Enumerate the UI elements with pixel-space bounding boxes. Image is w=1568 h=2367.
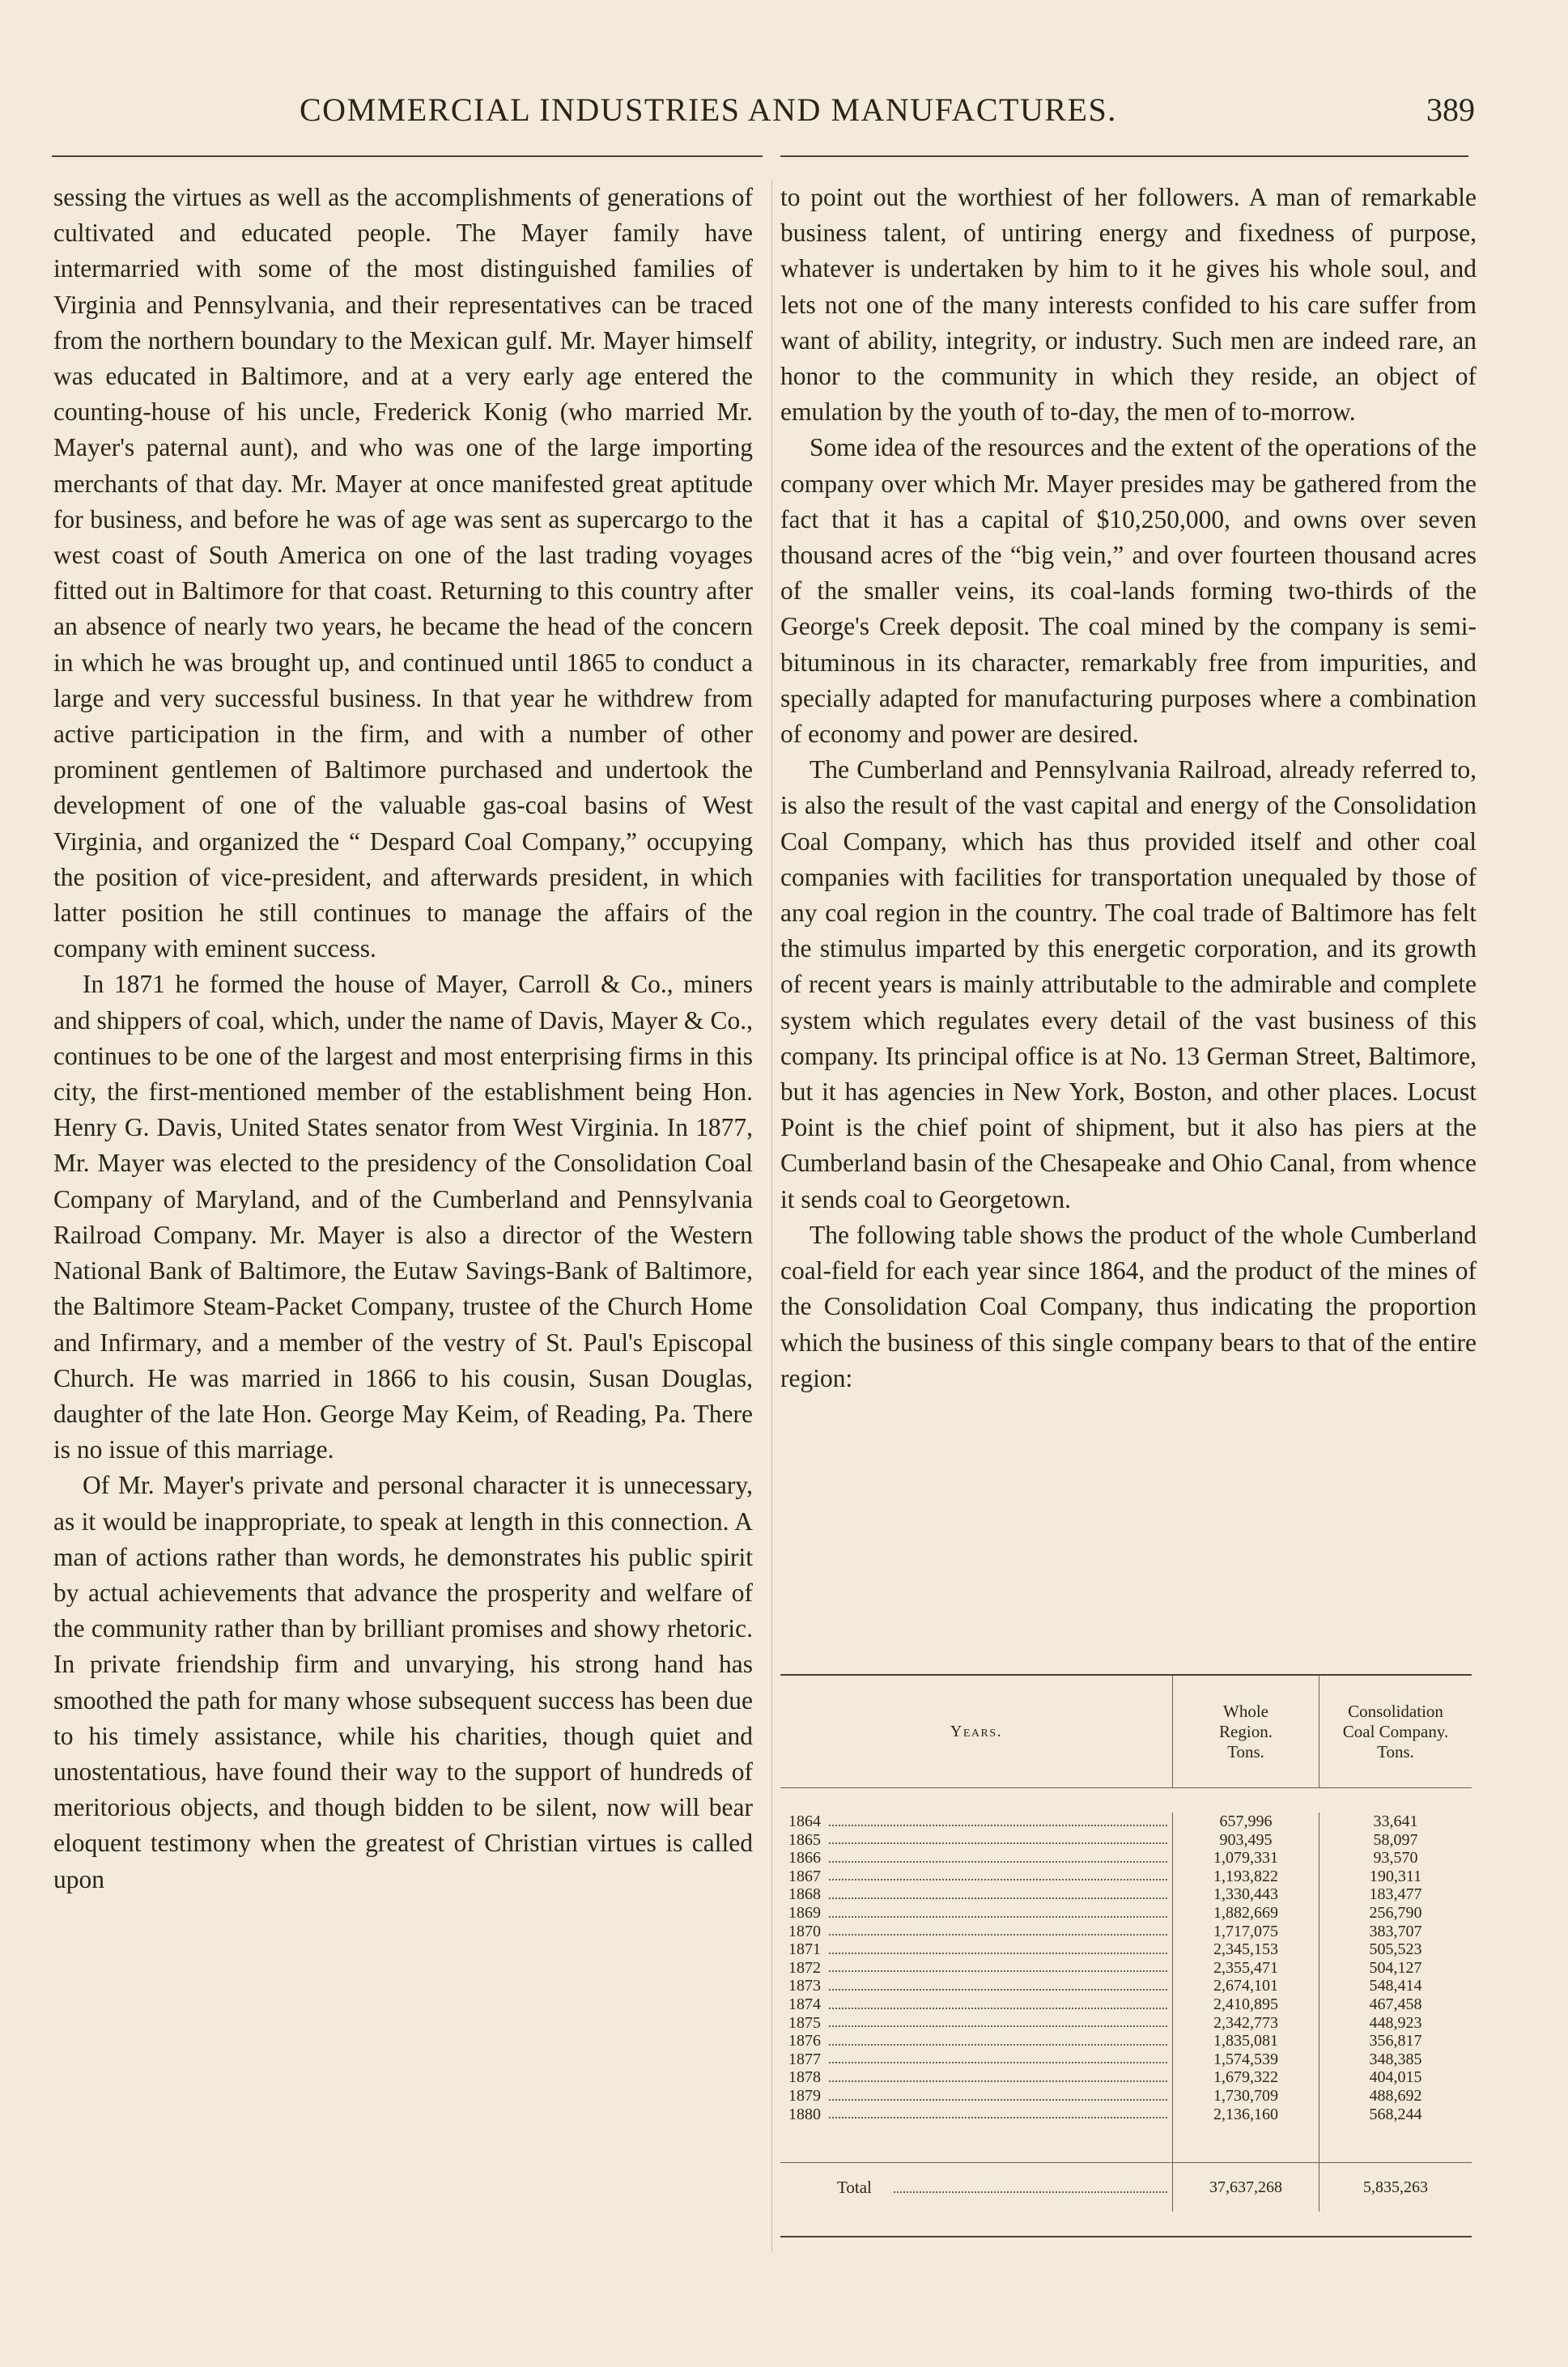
table-spacer bbox=[780, 2123, 1472, 2162]
right-column bbox=[780, 180, 1477, 1396]
header-years-label: Years. bbox=[950, 1722, 1003, 1740]
paragraph: The following table shows the product of the whole Cumberland coal-field for each year since 1864, and the product of the mines of the Consolidation Coal Company, thus indicating the proportion which the business of this single company bears to that of the entire region: bbox=[780, 1220, 1477, 1392]
consolidation-cell: 383,707 bbox=[1369, 1922, 1422, 1940]
year-cell: 1864 bbox=[788, 1812, 821, 1830]
table-body bbox=[780, 1788, 1472, 2123]
year-cell: 1866 bbox=[788, 1849, 821, 1868]
table-bottom-rule bbox=[780, 2236, 1472, 2237]
consolidation-cell: 568,244 bbox=[1369, 2105, 1422, 2123]
consolidation-cell: 93,570 bbox=[1373, 1849, 1418, 1868]
consolidation-cell: 448,923 bbox=[1369, 2013, 1422, 2032]
table-row-year bbox=[780, 2106, 1172, 2124]
table-row-year bbox=[780, 1995, 1172, 2014]
whole-region-cell: 2,410,895 bbox=[1213, 1995, 1278, 2013]
header-consol-line: Coal Company. bbox=[1342, 1721, 1449, 1741]
table-row-year bbox=[780, 1812, 1172, 1831]
table-header bbox=[780, 1676, 1472, 1788]
table-row-year bbox=[780, 1868, 1172, 1886]
consolidation-cell: 504,127 bbox=[1369, 1958, 1422, 1977]
table-row-year bbox=[780, 2050, 1172, 2069]
paragraph: The Cumberland and Pennsylvania Railroad, already referred to, is also the result of the vast capital and energy of the Consolidation Coal Company, which has thus provided itself and other coal companies with facilities for transportation unequaled by those of any coal region in the country. The coal trade of Baltimore has felt the stimulus imparted by this energetic corporation, and its growth of recent years is mainly attributable to the admirable and complete system which regulates every detail of the vast business of this company. Its principal office is at No. 13 German Street, Baltimore, but it has agencies in New York, Boston, and other places. Locust Point is the chief point of shipment, but it also has piers at the Cumberland basin of the Chesapeake and Ohio Canal, from whence it sends coal to Georgetown. bbox=[780, 755, 1477, 1213]
year-cell: 1867 bbox=[788, 1867, 821, 1885]
paragraph: Of Mr. Mayer's private and personal character it is unnecessary, as it would be inappropriate, to speak at length in this connection. A man of actions rather than words, he demonstrates his public spirit by actual achievements that advance the prosperity and welfare of the community rather than by brilliant promises and showy rhetoric. In private friendship firm and unvarying, his strong hand has smoothed the path for many whose subsequent success has been due to his timely assistance, while his charities, though quiet and unostentatious, have found their way to the support of hundreds of meritorious objects, and though bidden to be silent, now will bear eloquent testimony when the greatest of Christian virtues is called upon bbox=[53, 1471, 753, 1893]
header-years bbox=[780, 1676, 1172, 1787]
consolidation-cell: 348,385 bbox=[1369, 2050, 1422, 2068]
consolidation-column bbox=[1319, 1812, 1472, 2123]
table-row-year bbox=[780, 2068, 1172, 2087]
consolidation-cell: 33,641 bbox=[1373, 1812, 1418, 1830]
consolidation-cell: 58,097 bbox=[1373, 1830, 1418, 1849]
paragraph: to point out the worthiest of her followers. A man of remarkable business talent, of untiring energy and fixedness of purpose, whatever is undertaken by him to it he gives his whole soul, and lets not one of the many interests confided to his care suffer from want of ability, integrity, or industry. Such men are indeed rare, an honor to the community in which they reside, an object of emulation by the youth of to-day, the men of to-morrow. bbox=[780, 183, 1477, 427]
total-consolidation: 5,835,263 bbox=[1319, 2163, 1472, 2212]
year-cell: 1872 bbox=[788, 1958, 821, 1977]
table-row-year bbox=[780, 1885, 1172, 1904]
consolidation-cell: 190,311 bbox=[1369, 1867, 1422, 1885]
paragraph: In 1871 he formed the house of Mayer, Carroll & Co., miners and shippers of coal, which, under the name of Davis, Mayer & Co., continues to be one of the largest and most enterprising firms in this city, the first-mentioned member of the establishment being Hon. Henry G. Davis, United States senator from West Virginia. In 1877, Mr. Mayer was elected to the presidency of the Consolidation Coal Company of Maryland, and of the Cumberland and Pennsylvania Railroad Company. Mr. Mayer is also a director of the Western National Bank of Baltimore, the Eutaw Savings-Bank of Baltimore, the Baltimore Steam-Packet Company, trustee of the Church Home and Infirmary, and a member of the vestry of St. Paul's Episcopal Church. He was married in 1866 to his cousin, Susan Douglas, daughter of the late Hon. George May Keim, of Reading, Pa. There is no issue of this marriage. bbox=[53, 970, 753, 1464]
header-whole-region bbox=[1172, 1676, 1319, 1787]
whole-region-cell: 1,193,822 bbox=[1213, 1867, 1278, 1885]
consolidation-cell: 548,414 bbox=[1369, 1977, 1422, 1995]
total-label-cell bbox=[780, 2178, 1172, 2198]
year-cell: 1869 bbox=[788, 1903, 821, 1922]
table-row-year bbox=[780, 1977, 1172, 1995]
whole-region-cell: 2,136,160 bbox=[1213, 2105, 1278, 2123]
table-row-year bbox=[780, 1923, 1172, 1941]
header-whole-line: Whole bbox=[1223, 1701, 1268, 1721]
consolidation-cell: 356,817 bbox=[1369, 2032, 1422, 2050]
whole-region-cell: 1,882,669 bbox=[1213, 1903, 1278, 1922]
year-cell: 1874 bbox=[788, 1995, 821, 2013]
consolidation-cell: 488,692 bbox=[1369, 2086, 1422, 2105]
header-consol-line: Tons. bbox=[1377, 1741, 1414, 1761]
year-cell: 1876 bbox=[788, 2032, 821, 2050]
page-number: 389 bbox=[1426, 91, 1475, 128]
year-cell: 1877 bbox=[788, 2050, 821, 2068]
consolidation-cell: 256,790 bbox=[1369, 1903, 1422, 1922]
table-row-year bbox=[780, 2014, 1172, 2033]
table-row-year bbox=[780, 1959, 1172, 1978]
years-column bbox=[780, 1812, 1172, 2123]
coal-production-table bbox=[780, 1674, 1472, 2237]
header-rule-left bbox=[52, 155, 763, 157]
year-cell: 1865 bbox=[788, 1830, 821, 1849]
whole-region-cell: 1,730,709 bbox=[1213, 2086, 1278, 2105]
year-cell: 1870 bbox=[788, 1922, 821, 1940]
whole-region-cell: 2,674,101 bbox=[1213, 1977, 1278, 1995]
running-title: COMMERCIAL INDUSTRIES AND MANUFACTURES. bbox=[300, 91, 1117, 128]
year-cell: 1873 bbox=[788, 1977, 821, 1995]
table-row-year bbox=[780, 2032, 1172, 2050]
left-column bbox=[53, 180, 753, 1897]
table-row-year bbox=[780, 1904, 1172, 1923]
table-row-year bbox=[780, 1849, 1172, 1868]
consolidation-cell: 183,477 bbox=[1369, 1885, 1422, 1904]
whole-region-cell: 1,574,539 bbox=[1213, 2050, 1278, 2068]
paragraph: sessing the virtues as well as the accomplishments of generations of cultivated and educated people. The Mayer family have intermarried with some of the most distinguished families of Virginia and Pennsylvania, and their representatives can be traced from the northern boundary to the Mexican gulf. Mr. Mayer himself was educated in Baltimore, and at a very early age entered the counting-house of his uncle, Frederick Konig (who married Mr. Mayer's paternal aunt), and who was one of the large importing merchants of that day. Mr. Mayer at once manifested great aptitude for business, and before he was of age was sent as supercargo to the west coast of South America on one of the last trading voyages fitted out in Baltimore for that coast. Returning to this country after an absence of nearly two years, he became the head of the concern in which he was brought up, and continued until 1865 to conduct a large and very successful business. In that year he withdrew from active participation in the firm, and with a number of other prominent gentlemen of Baltimore purchased and undertook the development of one of the valuable gas-coal basins of West Virginia, and organized the “ Despard Coal Company,” occupying the position of vice-president, and afterwards president, in which latter position he still continues to manage the affairs of the company with eminent success. bbox=[53, 183, 753, 963]
whole-region-cell: 2,345,153 bbox=[1213, 1940, 1278, 1959]
table-total-row bbox=[780, 2162, 1472, 2212]
whole-region-cell: 1,835,081 bbox=[1213, 2032, 1278, 2050]
consolidation-cell: 505,523 bbox=[1369, 1940, 1422, 1959]
whole-region-cell: 2,342,773 bbox=[1213, 2013, 1278, 2032]
total-whole-region: 37,637,268 bbox=[1172, 2163, 1319, 2212]
year-cell: 1879 bbox=[788, 2086, 821, 2105]
header-rule-right bbox=[780, 155, 1468, 157]
whole-region-cell: 1,079,331 bbox=[1213, 1849, 1278, 1868]
header-consolidation bbox=[1319, 1676, 1472, 1787]
whole-region-cell: 657,996 bbox=[1219, 1812, 1273, 1830]
table-row-year bbox=[780, 1940, 1172, 1959]
year-cell: 1868 bbox=[788, 1885, 821, 1904]
whole-region-cell: 1,330,443 bbox=[1213, 1885, 1278, 1904]
header-whole-line: Region. bbox=[1219, 1721, 1273, 1741]
whole-region-column bbox=[1172, 1812, 1319, 2123]
paragraph: Some idea of the resources and the extent of the operations of the company over which Mr. Mayer presides may be gathered from the fact that it has a capital of $10,250,000, and owns over seven thousand acres of the “big vein,” and over fourteen thousand acres of the smaller veins, its coal-lands forming two-thirds of the George's Creek deposit. The coal mined by the company is semi-bituminous in its character, remarkably free from impurities, and specially adapted for manufacturing purposes where a combination of economy and power are desired. bbox=[780, 433, 1477, 749]
column-divider bbox=[771, 180, 772, 2252]
whole-region-cell: 1,679,322 bbox=[1213, 2068, 1278, 2087]
table-row-year bbox=[780, 2087, 1172, 2106]
header-whole-line: Tons. bbox=[1227, 1741, 1264, 1761]
table-row-year bbox=[780, 1831, 1172, 1850]
whole-region-cell: 2,355,471 bbox=[1213, 1958, 1278, 1977]
year-cell: 1878 bbox=[788, 2068, 821, 2087]
consolidation-cell: 467,458 bbox=[1369, 1995, 1422, 2013]
header-consol-line: Consolidation bbox=[1348, 1701, 1443, 1721]
year-cell: 1880 bbox=[788, 2105, 821, 2123]
year-cell: 1871 bbox=[788, 1940, 821, 1959]
year-cell: 1875 bbox=[788, 2013, 821, 2032]
whole-region-cell: 903,495 bbox=[1219, 1830, 1273, 1849]
whole-region-cell: 1,717,075 bbox=[1213, 1922, 1278, 1940]
total-label: Total bbox=[837, 2177, 872, 2197]
consolidation-cell: 404,015 bbox=[1369, 2068, 1422, 2087]
